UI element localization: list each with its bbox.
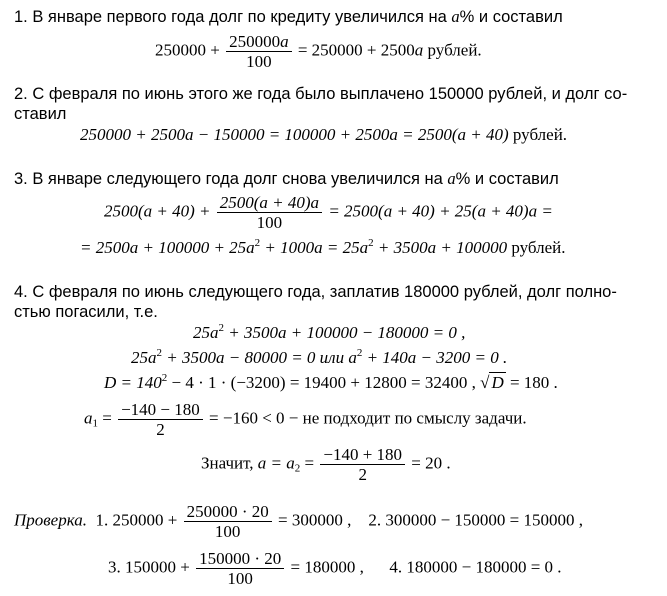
step4-line1: 4. С февраля по июнь следующего года, заплатив 180000 рублей, долг полно- <box>14 283 617 301</box>
step2-equation: 250000 + 2500a − 150000 = 100000 + 2500a = 2500(a + 40) рублей. <box>80 125 568 144</box>
step3-equation-1: 2500(a + 40) + $\frac{2500(a + 40)a}{100}$ = 2500(a + 40) + 25(a + 40)a = <box>104 193 553 232</box>
step1-equation: 250000 + $\frac{250000a}{100}$ = 250000 + 2500a рублей. <box>155 32 482 71</box>
step3-text: 3. В январе следующего года долг снова увеличился на a% и составил <box>14 169 559 188</box>
step2-line2: ставил <box>14 105 67 123</box>
step1-text: 1. В январе первого года долг по кредиту увеличился на a% и составил <box>14 7 563 26</box>
step2-line1: 2. С февраля по июнь этого же года было выплачено 150000 рублей, и долг со- <box>14 85 628 103</box>
step4-equation-2: $25a^2 + 3500a - 80000 = 0$ или $a^2 + 140a - 3200 = 0$ . <box>131 347 508 367</box>
step4-root-a1: $a_1$ = $\frac{-140 - 180}{2}$ = −160 < 0 − не подходит по смыслу задачи. <box>84 400 527 439</box>
step4-line2: стью погасили, т.е. <box>14 303 158 321</box>
step4-discriminant: $D = 140^2 - 4 \cdot 1 \cdot (-3200) = 19400 + 12800 = 32400$ , √ D = 180 . <box>104 372 558 392</box>
sqrt-symbol: √ D <box>480 373 504 392</box>
step4-equation-1: $25a^2 + 3500a + 100000 - 180000 = 0$ , <box>193 322 466 342</box>
step4-root-a2: Значит, $a = a_2$ = $\frac{-140 + 180}{2}$ = 20 . <box>201 445 451 484</box>
step3-equation-2: = $2500a + 100000 + 25a^2 + 1000a = 25a^2 + 3500a + 100000$ рублей. <box>80 237 566 257</box>
check-line-1: Проверка. 1. 250000 + $\frac{250000 \cdot 20}{100}$ = 300000 , 2. 300000 − 150000 = 150000 , <box>14 502 584 541</box>
check-line-2: 3. 150000 + $\frac{150000 \cdot 20}{100}$ = 180000 , 4. 180000 − 180000 = 0 . <box>108 549 562 588</box>
